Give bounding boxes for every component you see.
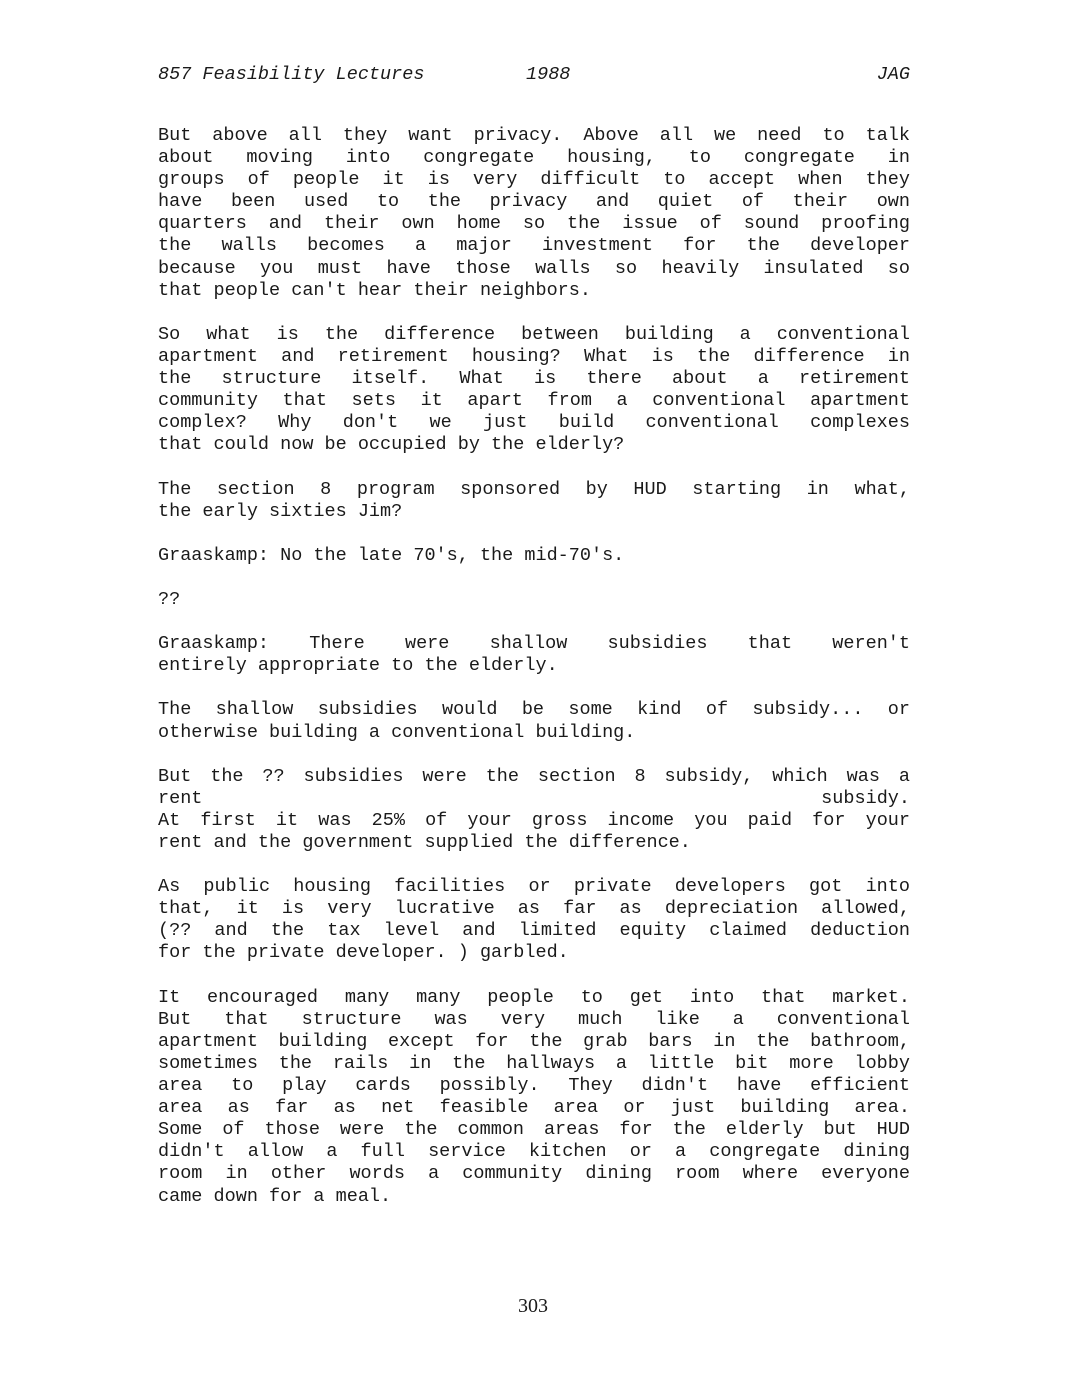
text-line: because you must have those walls so heavily insulated so	[158, 257, 910, 279]
text-line: At first it was 25% of your gross income you paid for your	[158, 809, 910, 831]
text-line: It encouraged many many people to get into that market.	[158, 986, 910, 1008]
text-line: But above all they want privacy. Above all we need to talk	[158, 125, 910, 146]
running-header	[158, 62, 910, 88]
text-line: the early sixties Jim?	[158, 500, 403, 522]
text-line: community that sets it apart from a conventional apartment	[158, 390, 910, 412]
text-line: Graaskamp: No the late 70's, the mid-70's.	[158, 544, 625, 566]
text-line: quarters and their own home so the issue of sound proofing	[158, 213, 910, 235]
text-line: The shallow subsidies would be some kind of subsidy... or	[158, 699, 910, 721]
text-line: the walls becomes a major investment for the developer	[158, 235, 910, 257]
text-line: rent and the government supplied the difference.	[158, 832, 691, 853]
text-line: complex? Why don't we just build conventional complexes	[158, 412, 910, 434]
text-line: came down for a meal.	[158, 1185, 392, 1207]
text-line: But that structure was very much like a conventional	[158, 1008, 910, 1030]
paragraph	[158, 545, 910, 567]
text-line: As public housing facilities or private developers got into	[158, 876, 910, 898]
text-line: area to play cards possibly. They didn't have efficient	[158, 1075, 910, 1097]
text-line: rent subsidy.	[158, 787, 910, 809]
text-line: entirely appropriate to the elderly.	[158, 655, 558, 677]
text-line: The section 8 program sponsored by HUD starting in what,	[158, 478, 910, 500]
text-line: otherwise building a conventional building.	[158, 721, 636, 743]
text-line: ??	[158, 588, 181, 610]
paragraph	[158, 125, 910, 302]
text-line: apartment and retirement housing? What is the difference in	[158, 345, 910, 367]
header-year: 1988	[526, 64, 571, 85]
body-text	[158, 125, 910, 1230]
text-line: about moving into congregate housing, to congregate in	[158, 147, 910, 169]
text-line: sometimes the rails in the hallways a little bit more lobby	[158, 1052, 910, 1074]
text-line: Graaskamp: There were shallow subsidies that weren't	[158, 633, 910, 655]
text-line: apartment building except for the grab bars in the bathroom,	[158, 1030, 910, 1052]
header-course-title: 857 Feasibility Lectures	[158, 64, 425, 85]
paragraph	[158, 589, 910, 611]
text-line: (?? and the tax level and limited equity claimed deduction	[158, 920, 910, 942]
text-line: that could now be occupied by the elderly?	[158, 434, 625, 456]
text-line: the structure itself. What is there about a retirement	[158, 368, 910, 390]
paragraph	[158, 876, 910, 964]
text-line: Some of those were the common areas for the elderly but HUD	[158, 1119, 910, 1141]
text-line: But the ?? subsidies were the section 8 subsidy, which was a	[158, 765, 910, 787]
page-number: 303	[518, 1295, 548, 1317]
text-line: that, it is very lucrative as far as depreciation allowed,	[158, 898, 910, 920]
text-line: that people can't hear their neighbors.	[158, 279, 591, 301]
text-line: So what is the difference between building a conventional	[158, 323, 910, 345]
text-line: for the private developer. ) garbled.	[158, 942, 569, 964]
paragraph	[158, 987, 910, 1208]
text-line: groups of people it is very difficult to accept when they	[158, 169, 910, 191]
header-author-initials: JAG	[876, 64, 910, 85]
text-line: area as far as net feasible area or just building area.	[158, 1097, 910, 1119]
text-line: have been used to the privacy and quiet of their own	[158, 191, 910, 213]
paragraph	[158, 633, 910, 677]
paragraph	[158, 699, 910, 743]
paragraph	[158, 766, 910, 854]
paragraph	[158, 324, 910, 457]
text-line: didn't allow a full service kitchen or a congregate dining	[158, 1141, 910, 1163]
text-line: room in other words a community dining room where everyone	[158, 1163, 910, 1185]
paragraph	[158, 479, 910, 523]
